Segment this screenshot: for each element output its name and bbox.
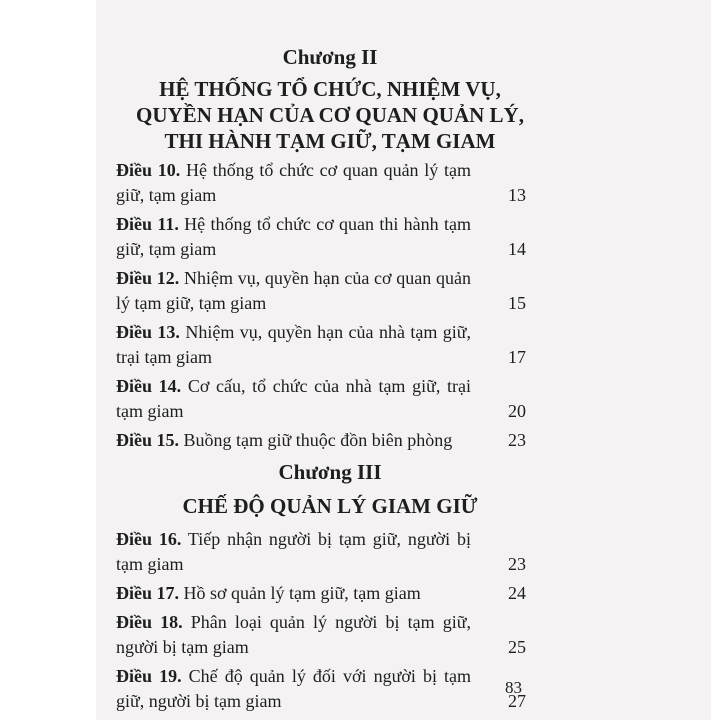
article-label: Điều 17. [116,583,179,603]
article-page: 17 [508,347,526,367]
article-label: Điều 13. [116,322,180,342]
toc-entry [116,374,526,424]
chapter-heading: Chương II [282,45,378,69]
article-page: 15 [508,293,526,313]
chapter-title-line: HỆ THỐNG TỔ CHỨC, NHIỆM VỤ, [159,77,501,101]
article-page: 23 [508,554,526,574]
article-page: 25 [508,637,526,657]
article-title: Chế độ quản lý đối với người bị tạm giữ, người bị tạm giam [116,666,472,711]
article-title: Tiếp nhận người bị tạm giữ, người bị tạm giam [116,529,471,574]
toc-entry [116,320,526,370]
toc-entry [116,212,526,262]
article-page: 24 [508,583,526,603]
toc-entry [116,428,526,453]
article-label: Điều 19. [116,666,182,686]
page-number: 83 [505,678,522,697]
toc-entry [116,581,526,606]
article-label: Điều 10. [116,160,181,180]
article-title: Hệ thống tổ chức cơ quan thi hành tạm giữ, tạm giam [116,214,471,259]
article-page: 20 [508,401,526,421]
toc-entry [116,158,526,208]
article-label: Điều 15. [116,430,179,450]
article-page: 23 [508,430,526,450]
article-page: 13 [508,185,526,205]
chapter-heading: Chương III [278,460,382,484]
article-title: Nhiệm vụ, quyền hạn của nhà tạm giữ, trại tạm giam [116,322,472,367]
article-title: Nhiệm vụ, quyền hạn của cơ quan quản lý tạm giữ, tạm giam [116,268,472,313]
article-page: 27 [508,691,526,711]
chapter-title-line: THI HÀNH TẠM GIỮ, TẠM GIAM [164,129,496,153]
article-label: Điều 16. [116,529,182,549]
chapter-title-line: CHẾ ĐỘ QUẢN LÝ GIAM GIỮ [182,494,478,518]
article-label: Điều 18. [116,612,183,632]
toc-entry [116,527,526,577]
article-label: Điều 11. [116,214,179,234]
chapter-title [134,76,526,154]
toc-entry [116,266,526,316]
article-label: Điều 14. [116,376,182,396]
article-title: Hồ sơ quản lý tạm giữ, tạm giam [183,583,421,603]
article-page: 14 [508,239,526,259]
toc-entry [116,664,526,714]
article-title: Hệ thống tổ chức cơ quan quản lý tạm giữ, tạm giam [116,160,472,205]
article-label: Điều 12. [116,268,180,288]
article-title: Buồng tạm giữ thuộc đồn biên phòng [183,430,453,450]
table-of-contents [116,44,526,714]
page-edge [711,0,720,720]
article-title: Cơ cấu, tổ chức của nhà tạm giữ, trại tạm giam [116,376,471,421]
article-title: Phân loại quản lý người bị tạm giữ, người bị tạm giam [116,612,471,657]
chapter-title-line: QUYỀN HẠN CỦA CƠ QUAN QUẢN LÝ, [136,103,524,127]
toc-entry [116,610,526,660]
chapter-title [134,493,526,519]
